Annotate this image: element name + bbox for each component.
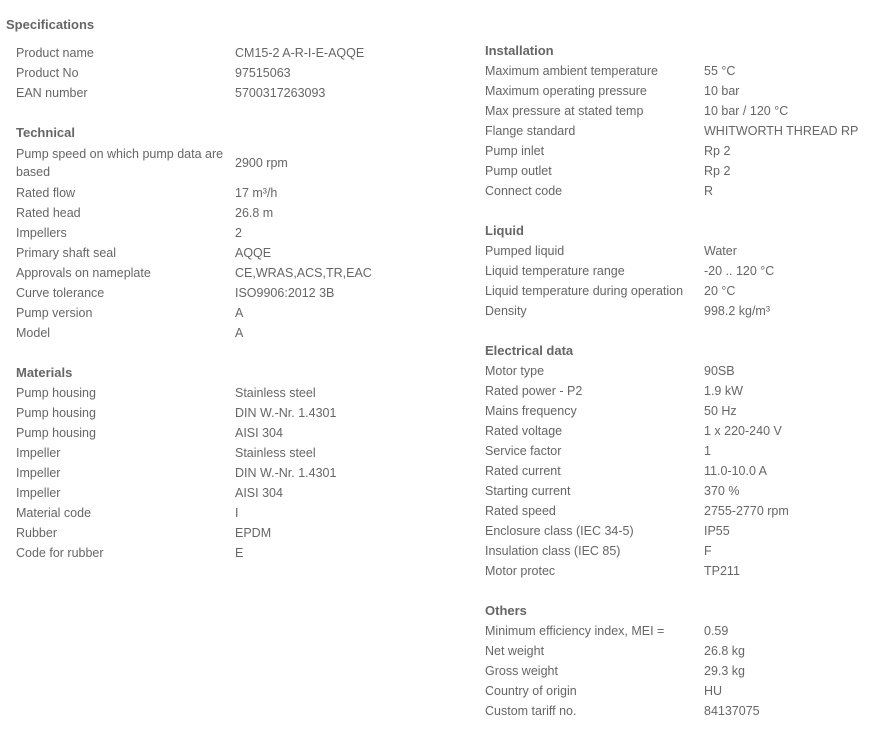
spec-row (485, 141, 871, 161)
spec-label: Rated flow (16, 186, 76, 200)
spec-label: Liquid temperature during operation (485, 284, 684, 298)
spec-label: Product name (16, 46, 94, 60)
spec-value: 17 m³/h (235, 186, 278, 200)
spec-row (16, 263, 456, 283)
spec-value: Water (704, 244, 737, 258)
section-title-installation: Installation (485, 43, 554, 58)
spec-row (485, 101, 871, 121)
liquid-section (485, 221, 871, 321)
spec-label: Mains frequency (485, 404, 577, 418)
spec-row (485, 421, 871, 441)
spec-value: 1.9 kW (704, 384, 743, 398)
spec-row (485, 181, 871, 201)
spec-label: Pump housing (16, 406, 96, 420)
spec-label: Rated power - P2 (485, 384, 583, 398)
spec-value: 0.59 (704, 624, 729, 638)
spec-label: Pump outlet (485, 164, 552, 178)
spec-row (16, 223, 456, 243)
spec-row (16, 463, 456, 483)
spec-row (16, 483, 456, 503)
spec-row (16, 203, 456, 223)
spec-row (16, 283, 456, 303)
spec-label: Primary shaft seal (16, 246, 117, 260)
spec-label: Custom tariff no. (485, 704, 577, 718)
spec-row (485, 281, 871, 301)
spec-label: Liquid temperature range (485, 264, 625, 278)
spec-row (16, 243, 456, 263)
spec-row (485, 541, 871, 561)
general-section (16, 43, 456, 103)
spec-row (485, 441, 871, 461)
spec-value: Stainless steel (235, 446, 316, 460)
spec-row (485, 521, 871, 541)
spec-row (485, 381, 871, 401)
spec-label: Flange standard (485, 124, 576, 138)
spec-row-product-no (16, 63, 456, 83)
spec-value: EPDM (235, 526, 272, 540)
spec-value: I (235, 506, 239, 520)
spec-value: CM15-2 A-R-I-E-AQQE (235, 46, 365, 60)
spec-label: Impellers (16, 226, 67, 240)
spec-value: 20 °C (704, 284, 736, 298)
spec-label: Rated speed (485, 504, 556, 518)
spec-row (16, 383, 456, 403)
spec-label: Rated head (16, 206, 81, 220)
spec-row (16, 503, 456, 523)
spec-row (485, 241, 871, 261)
spec-row (485, 681, 871, 701)
spec-row (485, 621, 871, 641)
spec-row-ean (16, 83, 456, 103)
spec-row (485, 301, 871, 321)
spec-label: Gross weight (485, 664, 558, 678)
spec-value: R (704, 184, 714, 198)
spec-label: Code for rubber (16, 546, 104, 560)
spec-label: Impeller (16, 446, 61, 460)
spec-value: 26.8 kg (704, 644, 746, 658)
spec-row (485, 461, 871, 481)
section-title-materials: Materials (16, 365, 73, 380)
spec-value: Rp 2 (704, 164, 731, 178)
spec-label: Approvals on nameplate (16, 266, 151, 280)
spec-value: Rp 2 (704, 144, 731, 158)
spec-label: Max pressure at stated temp (485, 104, 644, 118)
section-title-liquid: Liquid (485, 223, 524, 238)
spec-label: Maximum operating pressure (485, 84, 647, 98)
spec-value: 11.0-10.0 A (704, 464, 768, 478)
spec-row (485, 701, 871, 721)
spec-row (16, 423, 456, 443)
spec-label: Impeller (16, 466, 61, 480)
spec-label: Net weight (485, 644, 545, 658)
spec-label: Pumped liquid (485, 244, 565, 258)
spec-value: 84137075 (704, 704, 760, 718)
spec-value: 55 °C (704, 64, 736, 78)
spec-row (485, 561, 871, 581)
spec-value: A (235, 326, 244, 340)
spec-label: Rubber (16, 526, 57, 540)
spec-value: 26.8 m (235, 206, 274, 220)
spec-label: Motor protec (485, 564, 556, 578)
spec-value: F (704, 544, 712, 558)
spec-value: 29.3 kg (704, 664, 746, 678)
spec-value: -20 .. 120 °C (704, 264, 775, 278)
spec-label: Pump version (16, 306, 93, 320)
spec-row (16, 523, 456, 543)
spec-label: Minimum efficiency index, MEI = (485, 624, 665, 638)
spec-value: IP55 (704, 524, 730, 538)
spec-value: 90SB (704, 364, 735, 378)
spec-label: EAN number (16, 86, 88, 100)
spec-value: DIN W.-Nr. 1.4301 (235, 466, 337, 480)
spec-label: Rated voltage (485, 424, 563, 438)
spec-label: Material code (16, 506, 92, 520)
others-section (485, 601, 871, 721)
spec-label: Pump inlet (485, 144, 545, 158)
spec-value: 1 (704, 444, 711, 458)
spec-row (485, 661, 871, 681)
spec-row (485, 501, 871, 521)
spec-value: 370 % (704, 484, 740, 498)
spec-row (485, 161, 871, 181)
spec-value: CE,WRAS,ACS,TR,EAC (235, 266, 372, 280)
spec-row (485, 81, 871, 101)
spec-label: Model (16, 326, 51, 340)
spec-row (485, 121, 871, 141)
spec-row (485, 641, 871, 661)
spec-row (485, 481, 871, 501)
spec-label: Pump speed on which pump data are based (16, 147, 224, 179)
spec-value: 10 bar (704, 84, 740, 98)
spec-row (16, 143, 456, 183)
spec-row (16, 403, 456, 423)
section-title-electrical: Electrical data (485, 343, 574, 358)
spec-row (16, 183, 456, 203)
technical-section (16, 123, 456, 343)
spec-label: Motor type (485, 364, 545, 378)
spec-label: Product No (16, 66, 79, 80)
installation-section (485, 41, 871, 201)
spec-row (16, 303, 456, 323)
spec-row (16, 443, 456, 463)
spec-label: Connect code (485, 184, 563, 198)
spec-value: AISI 304 (235, 486, 283, 500)
spec-value: 2 (235, 226, 242, 240)
spec-value: HU (704, 684, 723, 698)
page-title: Specifications (6, 17, 95, 32)
spec-label: Maximum ambient temperature (485, 64, 658, 78)
spec-label: Pump housing (16, 386, 96, 400)
spec-value: WHITWORTH THREAD RP (704, 124, 859, 138)
spec-label: Rated current (485, 464, 561, 478)
spec-row (16, 323, 456, 343)
spec-label: Impeller (16, 486, 61, 500)
spec-value: 50 Hz (704, 404, 737, 418)
spec-label: Density (485, 304, 527, 318)
materials-section (16, 363, 456, 563)
spec-value: 1 x 220-240 V (704, 424, 782, 438)
spec-row (16, 543, 456, 563)
section-title-others: Others (485, 603, 527, 618)
spec-value: 2755-2770 rpm (704, 504, 789, 518)
right-column (485, 41, 871, 721)
spec-row (485, 261, 871, 281)
spec-value: DIN W.-Nr. 1.4301 (235, 406, 337, 420)
spec-value: 10 bar / 120 °C (704, 104, 789, 118)
spec-label: Pump housing (16, 426, 96, 440)
spec-label: Curve tolerance (16, 286, 105, 300)
spec-value: A (235, 306, 244, 320)
spec-value: Stainless steel (235, 386, 316, 400)
spec-value: AISI 304 (235, 426, 283, 440)
section-title-technical: Technical (16, 125, 76, 140)
spec-value: ISO9906:2012 3B (235, 286, 335, 300)
spec-label: Starting current (485, 484, 571, 498)
spec-value: TP211 (704, 564, 740, 578)
spec-row (485, 61, 871, 81)
spec-label: Insulation class (IEC 85) (485, 544, 621, 558)
spec-row (485, 361, 871, 381)
spec-label: Country of origin (485, 684, 577, 698)
spec-label: Enclosure class (IEC 34-5) (485, 524, 634, 538)
spec-value: 998.2 kg/m³ (704, 304, 771, 318)
electrical-section (485, 341, 871, 581)
spec-value: 97515063 (235, 66, 291, 80)
spec-label: Service factor (485, 444, 562, 458)
spec-row (485, 401, 871, 421)
spec-value: AQQE (235, 246, 272, 260)
spec-value: 5700317263093 (235, 86, 326, 100)
spec-value: 2900 rpm (235, 156, 288, 170)
spec-row-product-name (16, 43, 456, 63)
spec-value: E (235, 546, 244, 560)
left-column (16, 43, 456, 563)
